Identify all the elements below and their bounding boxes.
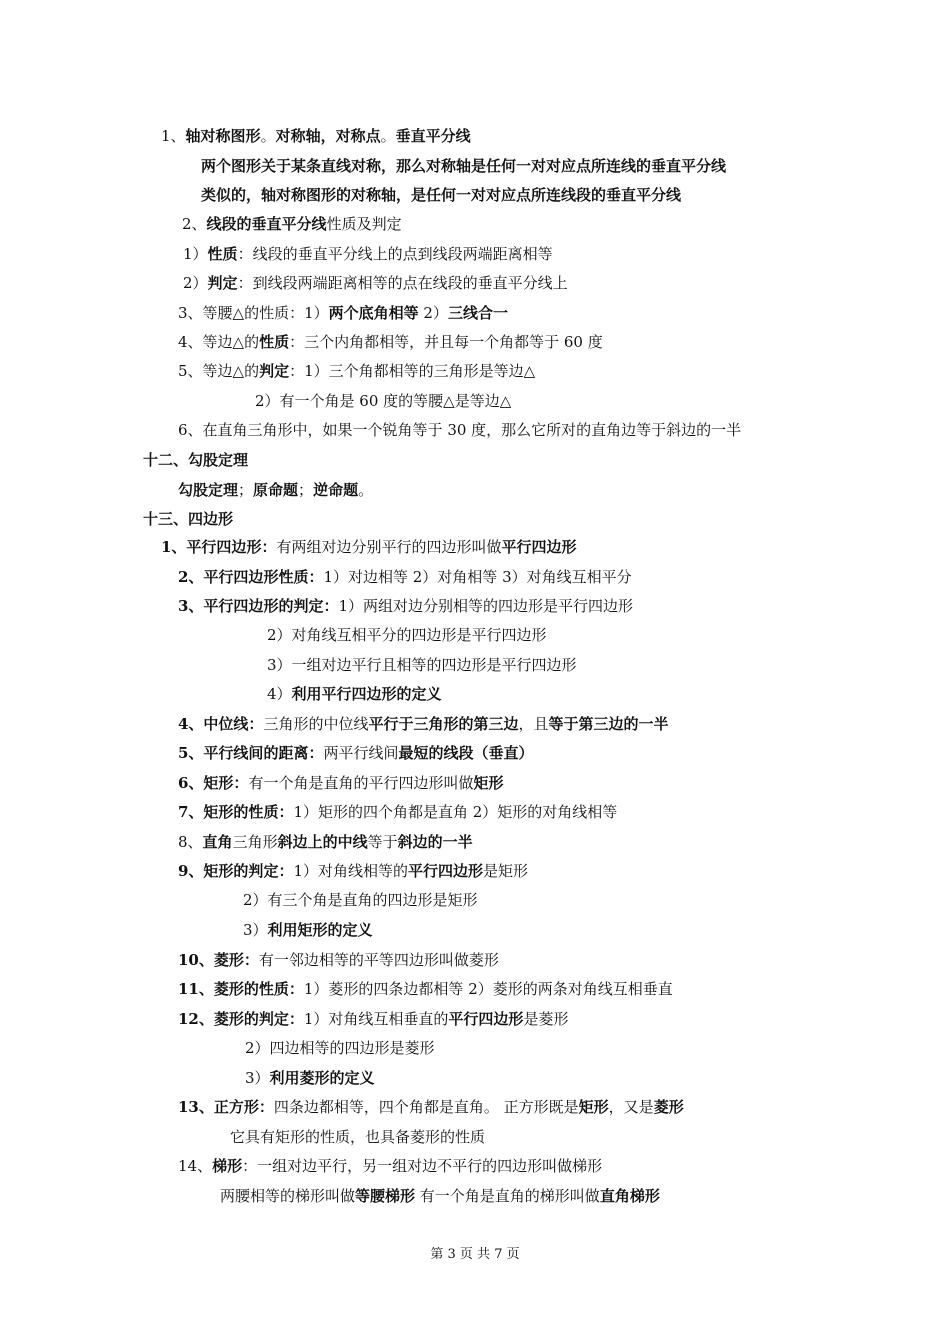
text-run: 有一邻边相等的平等四边形叫做菱形 xyxy=(258,951,499,969)
text-line xyxy=(178,596,633,618)
bold-text-run: 5、平行线间的距离： xyxy=(178,744,324,762)
text-run: 1）菱形的四条边都相等 2）菱形的两条对角线互相垂直 xyxy=(303,980,673,998)
text-run: 它具有矩形的性质，也具备菱形的性质 xyxy=(230,1128,486,1146)
bold-text-run: 利用矩形的定义 xyxy=(267,921,373,939)
text-run: 性质及判定 xyxy=(326,215,402,233)
bold-text-run: 矩形 xyxy=(578,1098,609,1116)
bold-text-run: 类似的，轴对称图形的对称轴，是任何一对对应点所连线段的垂直平分线 xyxy=(201,186,682,204)
text-run: 三角形的中位线 xyxy=(263,715,369,733)
text-run: 。 xyxy=(358,481,374,499)
text-run: 是菱形 xyxy=(523,1010,569,1028)
text-run: 14、 xyxy=(178,1157,213,1175)
text-run: 1）对角线相等的 xyxy=(293,862,408,880)
bold-text-run: 斜边的一半 xyxy=(397,833,473,851)
bold-text-run: 9、矩形的判定： xyxy=(178,862,294,880)
bold-text-run: 等于第三边的一半 xyxy=(548,715,669,733)
bold-text-run: 梯形 xyxy=(212,1157,243,1175)
text-run: 。 xyxy=(260,127,276,145)
text-run: 1）矩形的四个角都是直角 2）矩形的对角线相等 xyxy=(293,803,618,821)
text-run: ：一组对边平行，另一组对边不平行的四边形叫做梯形 xyxy=(242,1157,603,1175)
text-line xyxy=(230,1127,485,1149)
text-run: 2）对角线互相平分的四边形是平行四边形 xyxy=(267,626,547,644)
text-line xyxy=(267,625,547,647)
text-run: 四条边都相等，四个角都是直角。 正方形既是 xyxy=(273,1098,579,1116)
text-line xyxy=(178,832,473,854)
bold-text-run: 勾股定理 xyxy=(178,481,239,499)
bold-text-run: 11、菱形的性质： xyxy=(178,980,304,998)
text-run: 有两组对边分别平行的四边形叫做 xyxy=(276,538,502,556)
text-run: 4、等边△的 xyxy=(178,333,260,351)
text-run: 2）有三个角是直角的四边形是矩形 xyxy=(243,891,478,909)
text-run: 等于 xyxy=(367,833,398,851)
bold-text-run: 逆命题 xyxy=(313,481,359,499)
bold-text-run: 等腰梯形 xyxy=(355,1187,416,1205)
text-run: ：线段的垂直平分线上的点到线段两端距离相等 xyxy=(237,245,553,263)
text-run: ； xyxy=(238,481,254,499)
text-line xyxy=(178,1097,684,1119)
text-run: 3） xyxy=(245,1069,270,1087)
text-run: 2）四边相等的四边形是菱形 xyxy=(245,1039,435,1057)
text-line xyxy=(178,714,669,736)
text-run: 6、在直角三角形中，如果一个锐角等于 30 度，那么它所对的直角边等于斜边的一半 xyxy=(178,421,742,439)
text-line xyxy=(183,273,568,295)
text-line xyxy=(178,979,673,1001)
text-line xyxy=(182,214,402,236)
bold-text-run: 矩形 xyxy=(473,774,504,792)
bold-text-run: 性质 xyxy=(207,245,238,263)
text-line xyxy=(178,303,508,325)
text-line xyxy=(255,391,511,413)
text-line xyxy=(178,332,603,354)
text-run: ，又是 xyxy=(608,1098,654,1116)
text-line xyxy=(161,126,471,148)
text-line xyxy=(178,420,741,442)
bold-text-run: 13、正方形： xyxy=(178,1098,274,1116)
bold-text-run: 平行四边形 xyxy=(408,862,484,880)
text-line xyxy=(178,480,373,502)
bold-text-run: 轴对称图形 xyxy=(185,127,261,145)
text-line xyxy=(161,537,576,559)
text-line xyxy=(183,244,553,266)
bold-text-run: 两个图形关于某条直线对称，那么对称轴是任何一对对应点所连线的垂直平分线 xyxy=(201,157,727,175)
bold-text-run: 十三、四边形 xyxy=(143,510,234,528)
text-run: 两平行线间 xyxy=(323,744,399,762)
bold-text-run: 7、矩形的性质： xyxy=(178,803,294,821)
bold-text-run: 利用平行四边形的定义 xyxy=(291,685,442,703)
text-run: 。 xyxy=(380,127,396,145)
text-run: 3、等腰△的性质：1） xyxy=(178,304,329,322)
bold-text-run: 垂直平分线 xyxy=(395,127,471,145)
text-run: 2）有一个角是 60 度的等腰△是等边△ xyxy=(255,392,512,410)
text-line xyxy=(178,743,533,765)
text-line xyxy=(178,567,632,589)
text-run: 2） xyxy=(418,304,448,322)
text-run: 两腰相等的梯形叫做 xyxy=(220,1187,356,1205)
bold-text-run: 原命题 xyxy=(253,481,299,499)
section-heading xyxy=(143,509,233,531)
text-run: 1） xyxy=(183,245,208,263)
text-run: 2） xyxy=(183,274,208,292)
text-run: 4） xyxy=(267,685,292,703)
text-line xyxy=(178,1009,568,1031)
text-run: 3）一组对边平行且相等的四边形是平行四边形 xyxy=(267,656,577,674)
text-line xyxy=(178,950,499,972)
bold-text-run: 10、菱形： xyxy=(178,951,259,969)
text-run: 有一个角是直角的梯形叫做 xyxy=(415,1187,600,1205)
bold-text-run: 三线合一 xyxy=(447,304,508,322)
bold-text-run: 平行四边形 xyxy=(501,538,577,556)
text-line xyxy=(220,1186,660,1208)
text-line xyxy=(178,861,528,883)
bold-text-run: 6、矩形： xyxy=(178,774,249,792)
bold-text-run: 线段的垂直平分线 xyxy=(206,215,327,233)
text-run: 8、 xyxy=(178,833,203,851)
bold-text-run: 3、平行四边形的判定： xyxy=(178,597,339,615)
text-run: 三角形 xyxy=(232,833,278,851)
text-run: ：1）三个角都相等的三角形是等边△ xyxy=(289,362,536,380)
section-heading xyxy=(143,450,248,472)
text-run: ：三个内角都相等，并且每一个角都等于 60 度 xyxy=(289,333,603,351)
text-line xyxy=(201,156,726,178)
bold-text-run: 判定 xyxy=(259,362,290,380)
bold-text-run: 判定 xyxy=(207,274,238,292)
bold-text-run: 1、平行四边形： xyxy=(161,538,277,556)
text-run: 3） xyxy=(243,921,268,939)
text-run: 是矩形 xyxy=(483,862,529,880)
bold-text-run: 直角梯形 xyxy=(599,1187,660,1205)
bold-text-run: 对称轴，对称点 xyxy=(275,127,381,145)
text-run: 有一个角是直角的平行四边形叫做 xyxy=(248,774,474,792)
bold-text-run: 十二、勾股定理 xyxy=(143,451,249,469)
text-run: 2、 xyxy=(182,215,207,233)
bold-text-run: 2、平行四边形性质： xyxy=(178,568,324,586)
text-line xyxy=(201,185,681,207)
bold-text-run: 4、中位线： xyxy=(178,715,264,733)
bold-text-run: 最短的线段（垂直） xyxy=(398,744,534,762)
text-line xyxy=(267,655,577,677)
text-line xyxy=(245,1038,435,1060)
text-run: 1）两组对边分别相等的四边形是平行四边形 xyxy=(338,597,633,615)
text-run: ，且 xyxy=(518,715,549,733)
text-line xyxy=(243,920,373,942)
text-line xyxy=(178,773,503,795)
bold-text-run: 性质 xyxy=(259,333,290,351)
text-run: ； xyxy=(298,481,314,499)
bold-text-run: 平行于三角形的第三边 xyxy=(368,715,519,733)
bold-text-run: 利用菱形的定义 xyxy=(269,1069,375,1087)
text-run: 1）对角线互相垂直的 xyxy=(303,1010,449,1028)
text-run: 5、等边△的 xyxy=(178,362,260,380)
text-run: 1）对边相等 2）对角相等 3）对角线互相平分 xyxy=(323,568,632,586)
page-footer: 第 3 页 共 7 页 xyxy=(430,1247,520,1262)
bold-text-run: 斜边上的中线 xyxy=(277,833,368,851)
text-run: 1、 xyxy=(161,127,186,145)
bold-text-run: 两个底角相等 xyxy=(328,304,419,322)
text-line xyxy=(243,890,478,912)
text-line xyxy=(178,361,535,383)
text-line xyxy=(178,1156,602,1178)
text-line xyxy=(178,802,617,824)
bold-text-run: 菱形 xyxy=(653,1098,684,1116)
text-line xyxy=(267,684,442,706)
bold-text-run: 平行四边形 xyxy=(448,1010,524,1028)
text-line xyxy=(245,1068,375,1090)
text-run: ：到线段两端距离相等的点在线段的垂直平分线上 xyxy=(237,274,568,292)
bold-text-run: 12、菱形的判定： xyxy=(178,1010,304,1028)
bold-text-run: 直角 xyxy=(202,833,233,851)
